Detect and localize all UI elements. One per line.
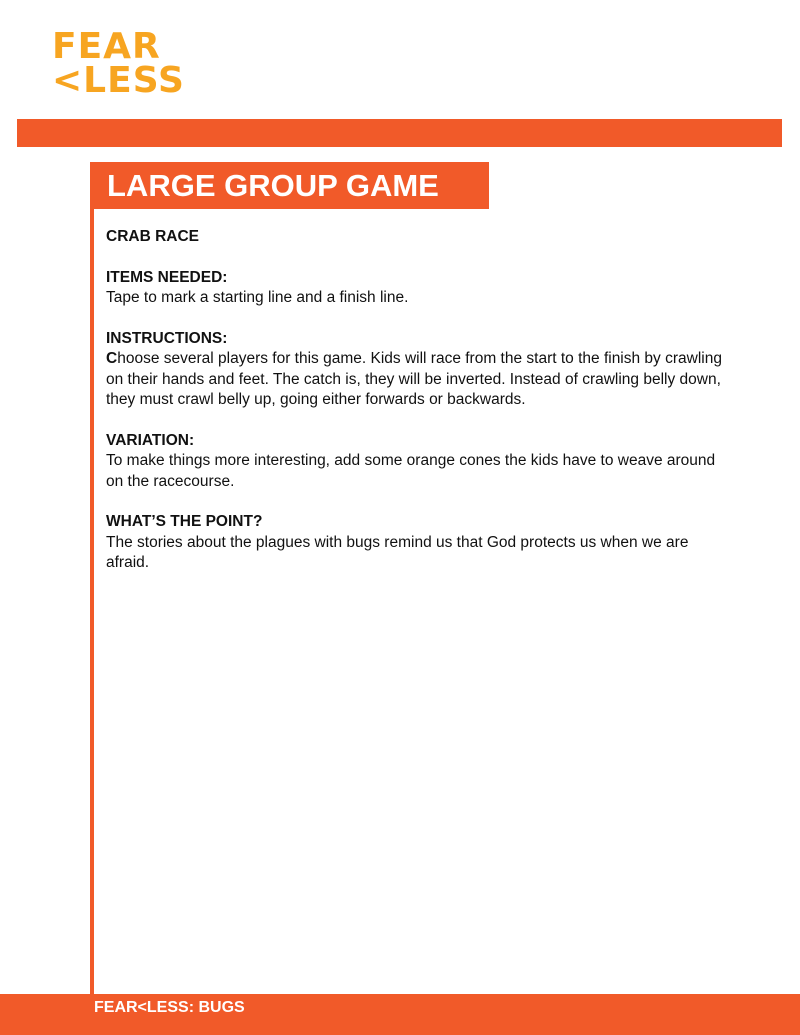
game-name: CRAB RACE [106, 228, 199, 245]
point-block [106, 512, 726, 574]
logo-line-less: <LESS [52, 60, 185, 101]
header-band [17, 119, 782, 147]
instructions-block [106, 329, 726, 411]
variation-text: To make things more interesting, add some orange cones the kids have to weave around on the racecourse. [106, 452, 716, 490]
variation-heading: VARIATION: [106, 431, 195, 449]
instructions-text: hoose several players for this game. Kids will race from the start to the finish by crawling on their hands and feet. The catch is, they will be inverted. Instead of crawling belly down, they must crawl belly up, going either forwards or backwards. [106, 350, 722, 408]
game-name-block [106, 227, 726, 248]
section-title: LARGE GROUP GAME [107, 168, 439, 203]
items-needed-text: Tape to mark a starting line and a finish line. [106, 289, 409, 306]
fearless-logo [52, 26, 185, 106]
items-needed-block [106, 268, 726, 309]
logo-line-fear: FEAR [52, 26, 161, 67]
instructions-first-letter: C [106, 350, 118, 367]
footer-label: FEAR<LESS: BUGS [94, 999, 245, 1016]
point-text: The stories about the plagues with bugs remind us that God protects us when we are afraid. [106, 533, 689, 571]
variation-block [106, 431, 726, 493]
point-heading: WHAT’S THE POINT? [106, 513, 263, 530]
instructions-paragraph [106, 349, 726, 411]
instructions-heading: INSTRUCTIONS: [106, 329, 228, 347]
content-rule [90, 162, 94, 997]
items-needed-heading: ITEMS NEEDED: [106, 268, 228, 286]
footer-band [0, 994, 800, 1035]
game-content [106, 227, 726, 594]
section-title-banner [90, 162, 489, 209]
